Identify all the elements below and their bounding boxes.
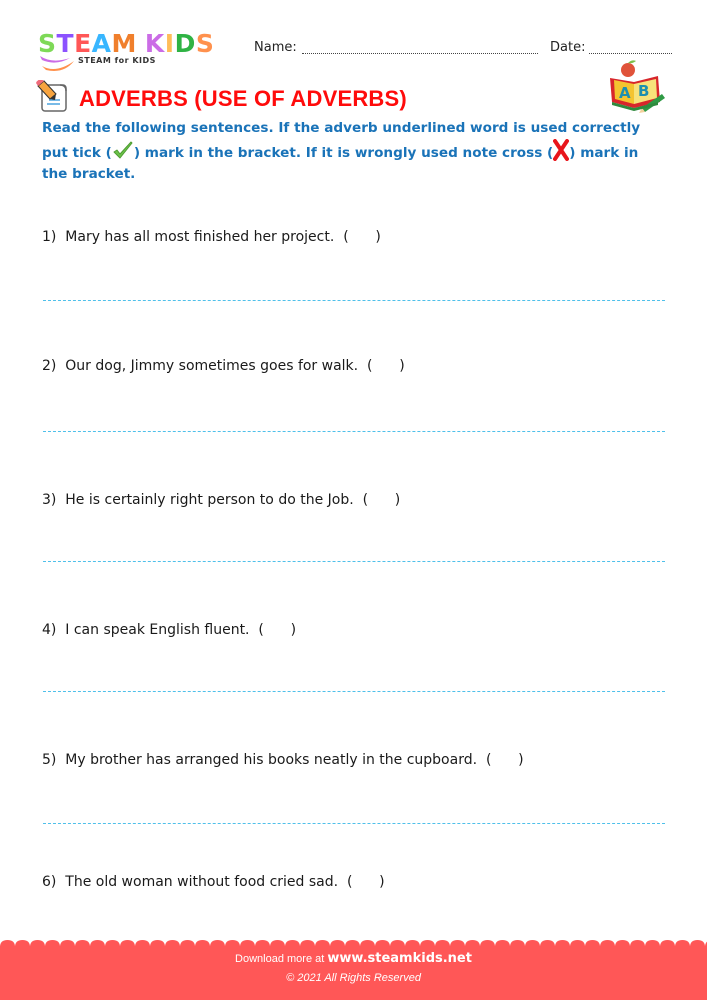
question-3 (42, 492, 400, 508)
answer-bracket[interactable]: ( ) (362, 492, 401, 508)
worksheet-title: ADVERBS (USE OF ADVERBS) (79, 86, 407, 111)
question-text: Our dog, Jimmy sometimes goes for walk. (65, 358, 359, 374)
question-number: 5) (42, 752, 57, 768)
answer-bracket[interactable]: ( ) (485, 752, 524, 768)
footer-download-prefix: Download more at (235, 953, 325, 965)
question-number: 1) (42, 229, 57, 245)
logo-tagline: STEAM for KIDS (78, 56, 156, 65)
question-number: 2) (42, 358, 57, 374)
question-number: 4) (42, 622, 57, 638)
instructions (42, 118, 667, 185)
svg-text:B: B (638, 82, 650, 100)
footer-website-link[interactable]: www.steamkids.net (327, 951, 472, 966)
logo-letter: A (91, 29, 112, 58)
instructions-part2: ) mark in the bracket. If it is wrongly used note cross ( (133, 145, 554, 161)
svg-text:A: A (619, 84, 631, 102)
question-text: My brother has arranged his books neatly in the cupboard. (65, 752, 478, 768)
question-5 (42, 752, 524, 768)
logo-letter: I (164, 29, 175, 58)
logo-letter: M (111, 29, 137, 58)
answer-bracket[interactable]: ( ) (258, 622, 297, 638)
name-label: Name: (254, 40, 297, 55)
logo-letter: T (56, 29, 75, 58)
answer-line-5[interactable] (43, 823, 665, 824)
logo-swoosh-icon (38, 52, 78, 74)
question-number: 6) (42, 874, 57, 890)
answer-bracket[interactable]: ( ) (343, 229, 381, 245)
question-4 (42, 622, 296, 638)
date-field[interactable] (589, 53, 672, 54)
instructions-part3: ) mark in the bracket. (42, 145, 639, 182)
date-label: Date: (550, 40, 586, 55)
answer-bracket[interactable]: ( ) (367, 358, 405, 374)
tick-icon (112, 141, 134, 161)
answer-line-4[interactable] (43, 691, 665, 692)
question-text: He is certainly right person to do the Job. (65, 492, 354, 508)
question-text: I can speak English fluent. (65, 622, 250, 638)
question-number: 3) (42, 492, 57, 508)
logo-letter: K (144, 29, 165, 58)
answer-bracket[interactable]: ( ) (347, 874, 385, 890)
question-1 (42, 229, 381, 245)
logo-letter: S (38, 29, 57, 58)
question-text: Mary has all most finished her project. (65, 229, 335, 245)
question-text: The old woman without food cried sad. (65, 874, 339, 890)
footer-download (0, 951, 707, 966)
abc-book-icon (606, 58, 666, 114)
logo-letter: E (74, 29, 92, 58)
name-field[interactable] (302, 53, 538, 54)
worksheet-pencil-icon (36, 80, 72, 114)
footer-copyright: © 2021 All Rights Reserved (286, 972, 421, 984)
cross-icon (553, 139, 569, 161)
question-6 (42, 874, 385, 890)
logo-letter: S (195, 29, 215, 58)
answer-line-3[interactable] (43, 561, 665, 562)
logo-letter: D (174, 29, 196, 58)
instructions-part1: Read the following sentences. If the adverb underlined word is used correctly put tick ( (42, 120, 641, 161)
question-2 (42, 358, 405, 374)
steam-kids-logo (38, 30, 238, 74)
answer-line-2[interactable] (43, 431, 665, 432)
answer-line-1[interactable] (43, 300, 665, 301)
